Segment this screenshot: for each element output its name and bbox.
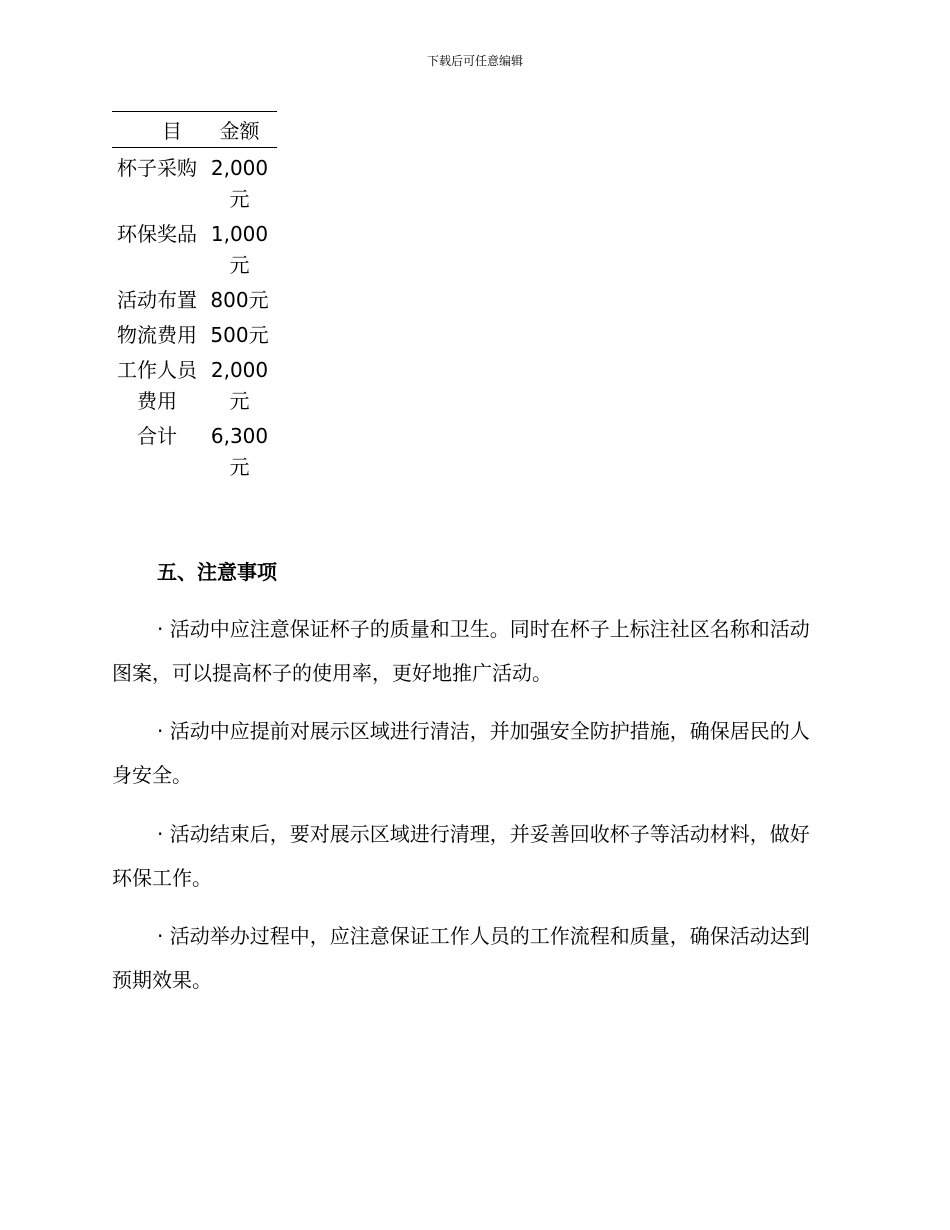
table-row (112, 283, 277, 318)
item-cell: 杯子采购 (117, 156, 197, 180)
item-cell: 工作人员费用 (117, 358, 197, 413)
item-cell: 合计 (137, 424, 177, 448)
amount-cell: 6,300元 (210, 424, 269, 479)
column-header-item: 目 (162, 119, 182, 143)
table-header-row (112, 112, 277, 148)
column-header-amount: 金额 (219, 119, 260, 143)
amount-cell: 800元 (210, 288, 269, 312)
budget-table (112, 111, 277, 485)
table-row (112, 353, 277, 419)
note-paragraph: · 活动中应提前对展示区域进行清洁，并加强安全防护措施，确保居民的人身安全。 (112, 719, 810, 787)
item-cell: 活动布置 (117, 288, 197, 312)
amount-cell: 500元 (210, 323, 269, 347)
table-row-total (112, 419, 277, 485)
amount-cell: 2,000元 (210, 358, 269, 413)
table-row (112, 318, 277, 353)
amount-cell: 1,000元 (210, 222, 269, 277)
note-paragraph: · 活动结束后，要对展示区域进行清理，并妥善回收杯子等活动材料，做好环保工作。 (112, 822, 810, 890)
page-header: 下载后可任意编辑 (426, 54, 523, 68)
note-paragraph: · 活动举办过程中，应注意保证工作人员的工作流程和质量，确保活动达到预期效果。 (112, 924, 810, 992)
item-cell: 物流费用 (117, 323, 197, 347)
table-row (112, 217, 277, 283)
table-row (112, 148, 277, 218)
note-paragraph: · 活动中应注意保证杯子的质量和卫生。同时在杯子上标注社区名称和活动图案，可以提高杯子的使用率，更好地推广活动。 (112, 617, 810, 685)
item-cell: 环保奖品 (117, 222, 197, 246)
amount-cell: 2,000元 (210, 156, 269, 211)
section-title: 五、注意事项 (157, 560, 277, 584)
